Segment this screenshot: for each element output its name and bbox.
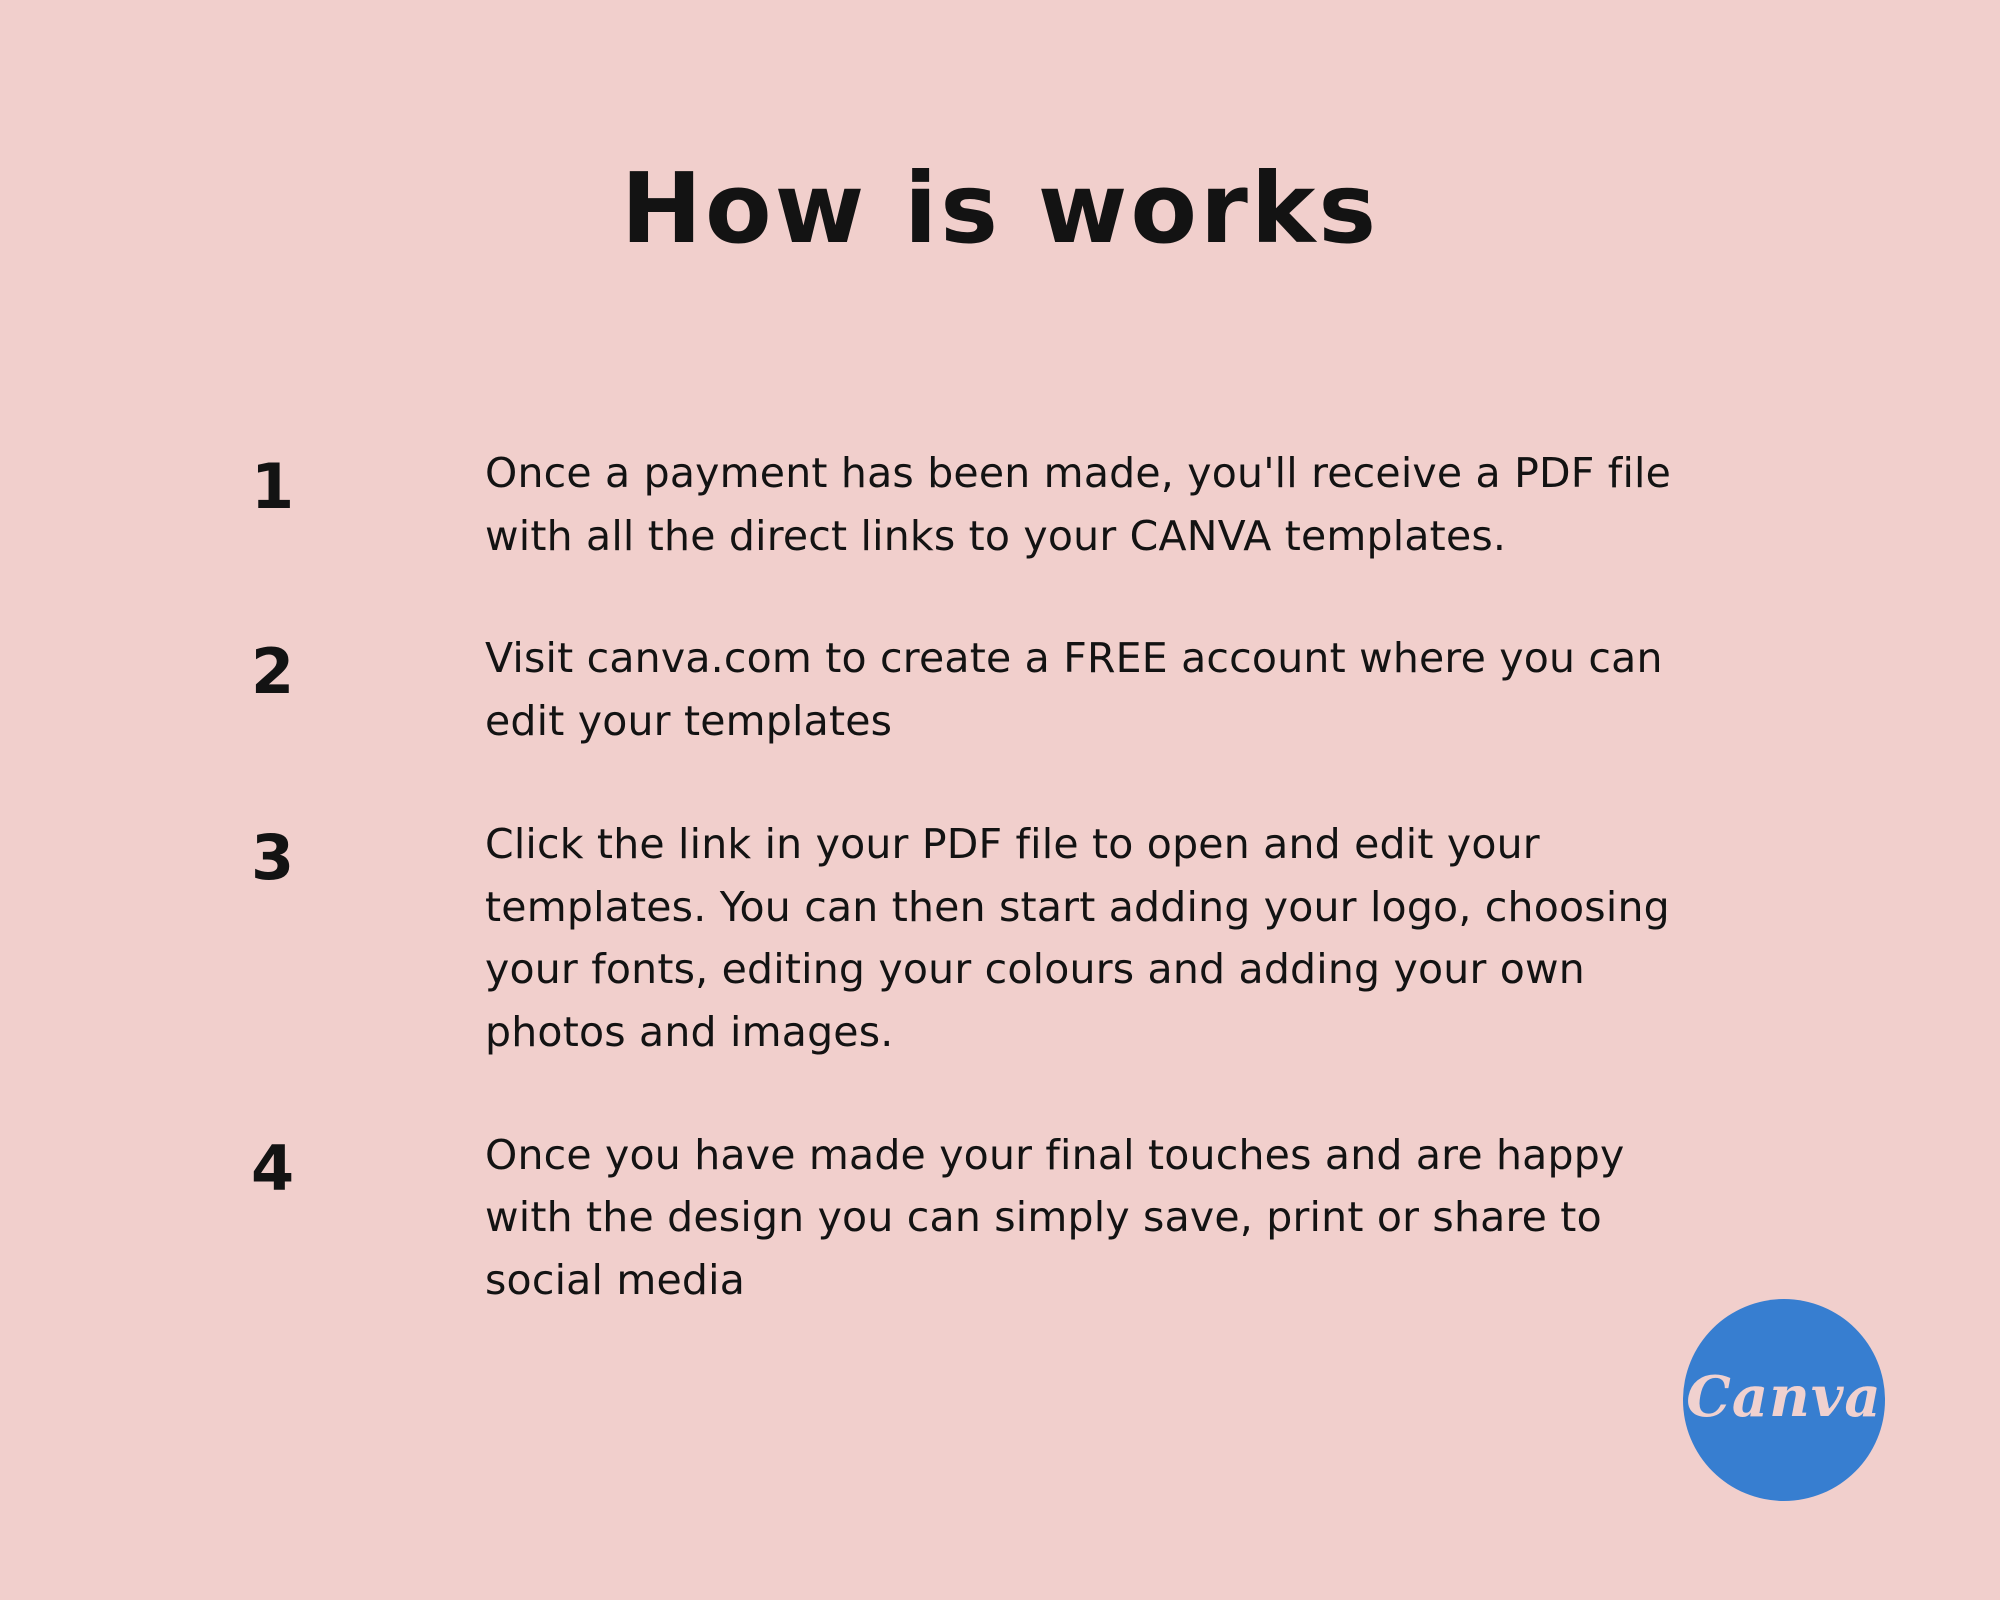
step-number-4: 4 (251, 1131, 295, 1205)
step-text-2: Visit canva.com to create a FREE account where you can edit your templates (485, 634, 1663, 746)
step-item-1 (237, 442, 1757, 567)
step-text-3: Click the link in your PDF file to open and edit your templates. You can then start adding your logo, choosing your fonts, editing your colours and adding your own photos and images. (485, 819, 1670, 1057)
step-text-1: Once a payment has been made, you'll receive a PDF file with all the direct links to your CANVA templates. (485, 449, 1672, 560)
steps-list (237, 442, 1757, 1372)
step-item-4 (237, 1124, 1757, 1312)
step-text-4: Once you have made your final touches and are happy with the design you can simply save, print or share to social media (485, 1130, 1625, 1305)
step-number-3: 3 (251, 820, 295, 894)
canva-logo-wordmark: Canva (1686, 1364, 1882, 1430)
step-number-1: 1 (251, 450, 295, 523)
step-item-3 (237, 813, 1757, 1064)
step-item-2 (237, 627, 1757, 752)
page-title: How is works (620, 152, 1380, 265)
canva-logo (1683, 1299, 1885, 1501)
step-number-2: 2 (251, 635, 295, 709)
